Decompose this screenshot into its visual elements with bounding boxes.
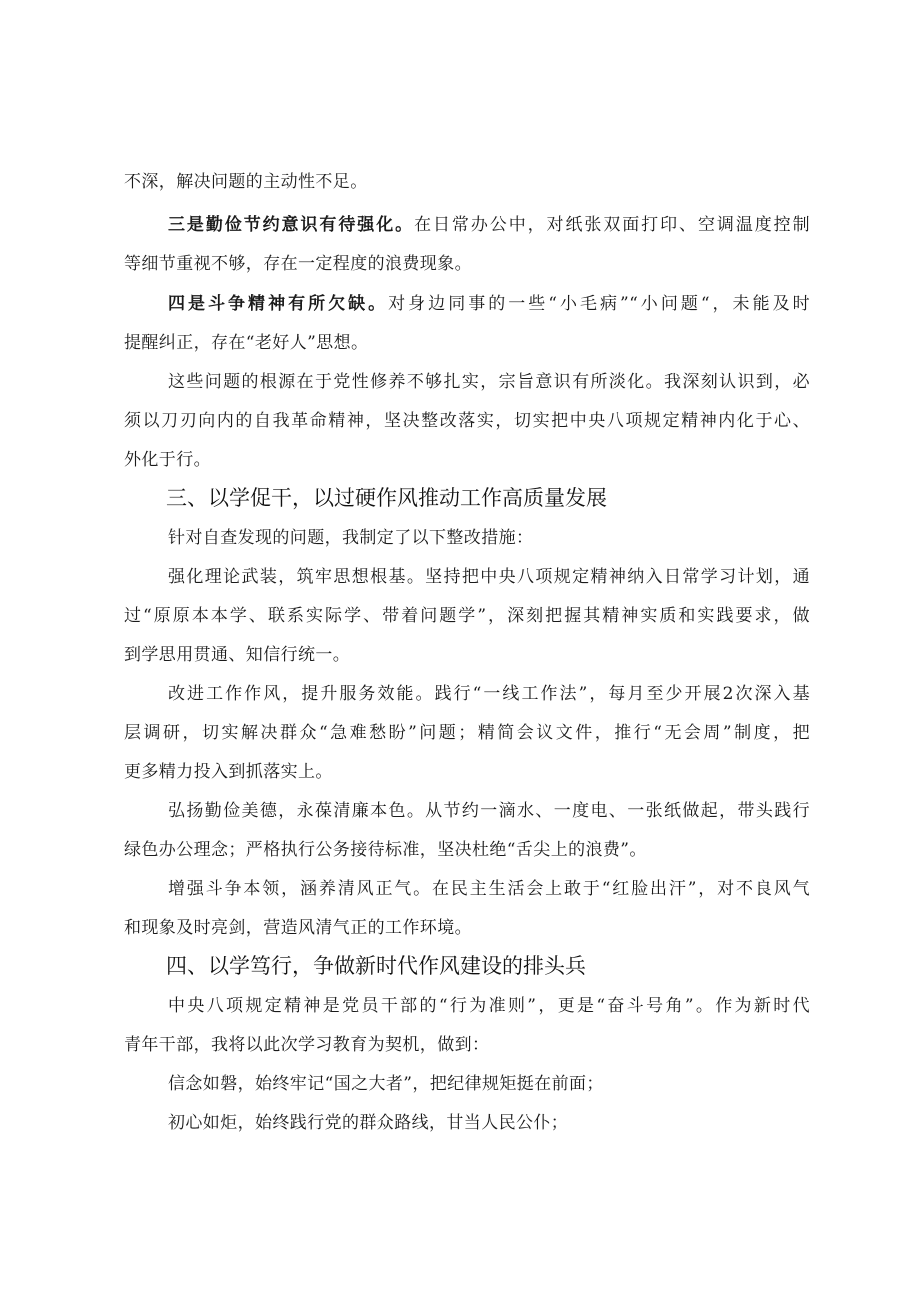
body-text-line: 针对自查发现的问题，我制定了以下整改措施： [168, 528, 534, 548]
body-text-line: 增强斗争本领，涵养清风正气。在民主生活会上敢于“红脸出汗”，对不良风气 [168, 879, 810, 899]
body-text-line: 外化于行。 [124, 450, 211, 470]
paragraph-lead: 四是斗争精神有所欠缺。 [168, 294, 389, 314]
body-text-line: 弘扬勤俭美德，永葆清廉本色。从节约一滴水、一度电、一张纸做起，带头践行 [168, 801, 810, 821]
body-text-line: 初心如炬，始终践行党的群众路线，甘当人民公仆； [168, 1113, 569, 1133]
body-text-line: 不深，解决问题的主动性不足。 [124, 172, 368, 192]
body-text-line: 绿色办公理念；严格执行公务接待标准，坚决杜绝“舌尖上的浪费”。 [124, 840, 647, 860]
body-text-line: 到学思用贯通、知信行统一。 [124, 645, 351, 665]
paragraph-text: 在日常办公中，对纸张双面打印、空调温度控制 [414, 215, 811, 235]
paragraph-text: 对身边同事的一些“小毛病”“小问题“，未能及时 [388, 294, 810, 314]
section-heading: 四、以学笃行，争做新时代作风建设的排头兵 [166, 954, 586, 978]
body-text-line: 层调研，切实解决群众“急难愁盼”问题；精简会议文件，推行“无会周”制度，把 [124, 723, 810, 743]
body-text-line: 等细节重视不够，存在一定程度的浪费现象。 [124, 254, 472, 274]
body-text-line: 和现象及时亮剑，营造风清气正的工作环境。 [124, 918, 472, 938]
paragraph-lead: 三是勤俭节约意识有待强化。 [168, 215, 415, 235]
body-text-line: 须以刀刃向内的自我革命精神，坚决整改落实，切实把中央八项规定精神内化于心、 [124, 411, 810, 431]
section-heading: 三、以学促干，以过硬作风推动工作高质量发展 [166, 486, 607, 510]
body-text-line: 青年干部，我将以此次学习教育为契机，做到： [124, 1035, 490, 1055]
body-text-line: 信念如磐，始终牢记“国之大者”，把纪律规矩挺在前面； [168, 1074, 604, 1094]
body-text-line: 强化理论武装，筑牢思想根基。坚持把中央八项规定精神纳入日常学习计划，通 [168, 567, 810, 587]
body-text-line: 中央八项规定精神是党员干部的“行为准则”，更是“奋斗号角”。作为新时代 [168, 996, 810, 1016]
body-text-line: 提醒纠正，存在“老好人”思想。 [124, 333, 369, 353]
body-text-line [168, 292, 810, 316]
body-text-line: 改进工作作风，提升服务效能。践行“一线工作法”，每月至少开展2次深入基 [168, 684, 810, 704]
body-text-line: 过“原原本本学、联系实际学、带着问题学”，深刻把握其精神实质和实践要求，做 [124, 606, 810, 626]
body-text-line: 更多精力投入到抓落实上。 [124, 762, 333, 782]
body-text-line [168, 213, 810, 237]
body-text-line: 这些问题的根源在于党性修养不够扎实，宗旨意识有所淡化。我深刻认识到，必 [168, 372, 810, 392]
